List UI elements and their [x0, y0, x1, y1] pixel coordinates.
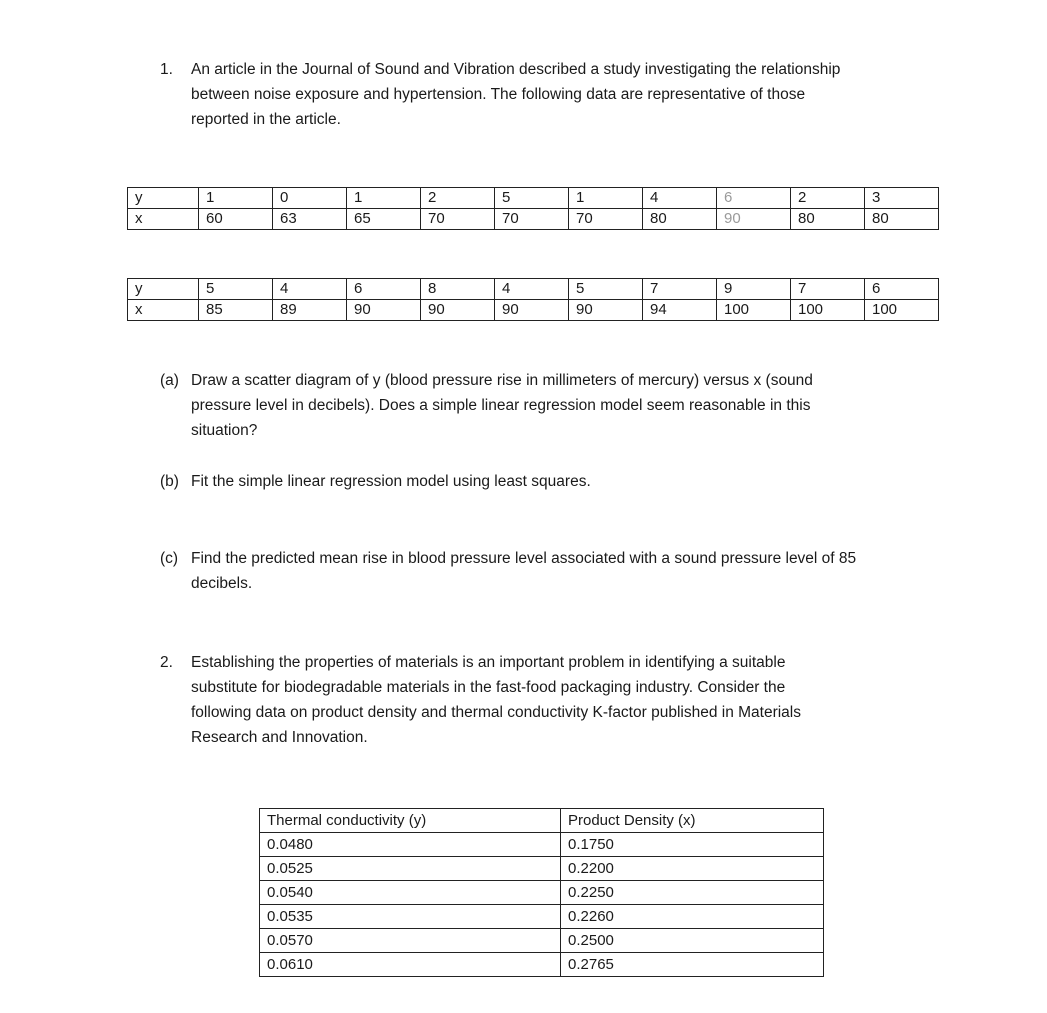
problem-1-text-line: reported in the article. — [191, 111, 341, 128]
table-row-y — [128, 279, 939, 300]
part-a-text-line: Draw a scatter diagram of y (blood pressure rise in millimeters of mercury) versus x (sound — [191, 372, 813, 389]
thermal-conductivity-cell: 0.0525 — [260, 857, 561, 881]
x-value: 90 — [495, 300, 569, 321]
thermal-conductivity-cell: 0.0480 — [260, 833, 561, 857]
x-value: 100 — [717, 300, 791, 321]
problem-2-text-line: Research and Innovation. — [191, 729, 368, 746]
table-row — [260, 953, 824, 977]
y-value: 5 — [199, 279, 273, 300]
x-value: 63 — [273, 209, 347, 230]
x-value: 80 — [791, 209, 865, 230]
problem-2-number: 2. — [160, 654, 173, 671]
y-value: 7 — [643, 279, 717, 300]
x-value: 70 — [421, 209, 495, 230]
part-a-text-line: situation? — [191, 422, 258, 439]
part-a-text-line: pressure level in decibels). Does a simple linear regression model seem reasonable in this — [191, 397, 811, 414]
x-value: 90 — [717, 209, 791, 230]
thermal-conductivity-cell: 0.0610 — [260, 953, 561, 977]
table-row — [260, 833, 824, 857]
y-value: 8 — [421, 279, 495, 300]
table-row — [260, 857, 824, 881]
x-value: 65 — [347, 209, 421, 230]
row-label-x: x — [128, 300, 199, 321]
x-value: 80 — [865, 209, 939, 230]
thermal-conductivity-cell: 0.0570 — [260, 929, 561, 953]
table-row-x — [128, 300, 939, 321]
y-value: 4 — [643, 188, 717, 209]
y-value: 2 — [791, 188, 865, 209]
y-value: 6 — [865, 279, 939, 300]
problem-2-text-line: Establishing the properties of materials is an important problem in identifying a suitable — [191, 654, 786, 671]
part-c — [160, 546, 1030, 596]
table-row — [260, 929, 824, 953]
product-density-cell: 0.2250 — [561, 881, 824, 905]
problem-1-text-line: An article in the Journal of Sound and Vibration described a study investigating the relationship — [191, 61, 841, 78]
table-row — [260, 905, 824, 929]
part-b-text-line: Fit the simple linear regression model using least squares. — [191, 473, 591, 490]
x-value: 90 — [569, 300, 643, 321]
y-value: 7 — [791, 279, 865, 300]
y-value: 4 — [495, 279, 569, 300]
x-value: 94 — [643, 300, 717, 321]
y-value: 5 — [495, 188, 569, 209]
x-value: 90 — [421, 300, 495, 321]
x-value: 60 — [199, 209, 273, 230]
x-value: 100 — [791, 300, 865, 321]
noise-data-table-2 — [127, 278, 939, 321]
column-header-product-density: Product Density (x) — [561, 809, 824, 833]
y-value: 5 — [569, 279, 643, 300]
problem-2 — [160, 650, 1020, 750]
thermal-conductivity-table — [259, 808, 824, 977]
y-value: 6 — [347, 279, 421, 300]
x-value: 70 — [495, 209, 569, 230]
column-header-thermal-conductivity: Thermal conductivity (y) — [260, 809, 561, 833]
part-a — [160, 368, 1020, 443]
part-c-text-line: decibels. — [191, 575, 253, 592]
row-label-y: y — [128, 188, 199, 209]
product-density-cell: 0.2765 — [561, 953, 824, 977]
noise-data-table-1 — [127, 187, 939, 230]
table-row-y — [128, 188, 939, 209]
x-value: 89 — [273, 300, 347, 321]
product-density-cell: 0.2260 — [561, 905, 824, 929]
x-value: 100 — [865, 300, 939, 321]
table-row-x — [128, 209, 939, 230]
y-value: 1 — [347, 188, 421, 209]
y-value: 6 — [717, 188, 791, 209]
problem-1 — [160, 57, 1020, 132]
y-value: 2 — [421, 188, 495, 209]
problem-1-text-line: between noise exposure and hypertension. The following data are representative of those — [191, 86, 806, 103]
part-b-label: (b) — [160, 473, 179, 490]
y-value: 1 — [199, 188, 273, 209]
y-value: 3 — [865, 188, 939, 209]
problem-1-number: 1. — [160, 61, 173, 78]
product-density-cell: 0.2200 — [561, 857, 824, 881]
y-value: 0 — [273, 188, 347, 209]
table-row — [260, 881, 824, 905]
x-value: 90 — [347, 300, 421, 321]
part-b — [160, 469, 1020, 494]
y-value: 4 — [273, 279, 347, 300]
product-density-cell: 0.2500 — [561, 929, 824, 953]
product-density-cell: 0.1750 — [561, 833, 824, 857]
part-c-text-line: Find the predicted mean rise in blood pressure level associated with a sound pressure level of 85 — [191, 550, 857, 567]
thermal-conductivity-cell: 0.0535 — [260, 905, 561, 929]
problem-2-text-line: following data on product density and thermal conductivity K-factor published in Materials — [191, 704, 801, 721]
x-value: 80 — [643, 209, 717, 230]
part-a-label: (a) — [160, 372, 179, 389]
problem-2-text-line: substitute for biodegradable materials in the fast-food packaging industry. Consider the — [191, 679, 786, 696]
row-label-x: x — [128, 209, 199, 230]
row-label-y: y — [128, 279, 199, 300]
x-value: 85 — [199, 300, 273, 321]
y-value: 9 — [717, 279, 791, 300]
part-c-label: (c) — [160, 550, 179, 567]
thermal-conductivity-cell: 0.0540 — [260, 881, 561, 905]
y-value: 1 — [569, 188, 643, 209]
table-header-row — [260, 809, 824, 833]
x-value: 70 — [569, 209, 643, 230]
